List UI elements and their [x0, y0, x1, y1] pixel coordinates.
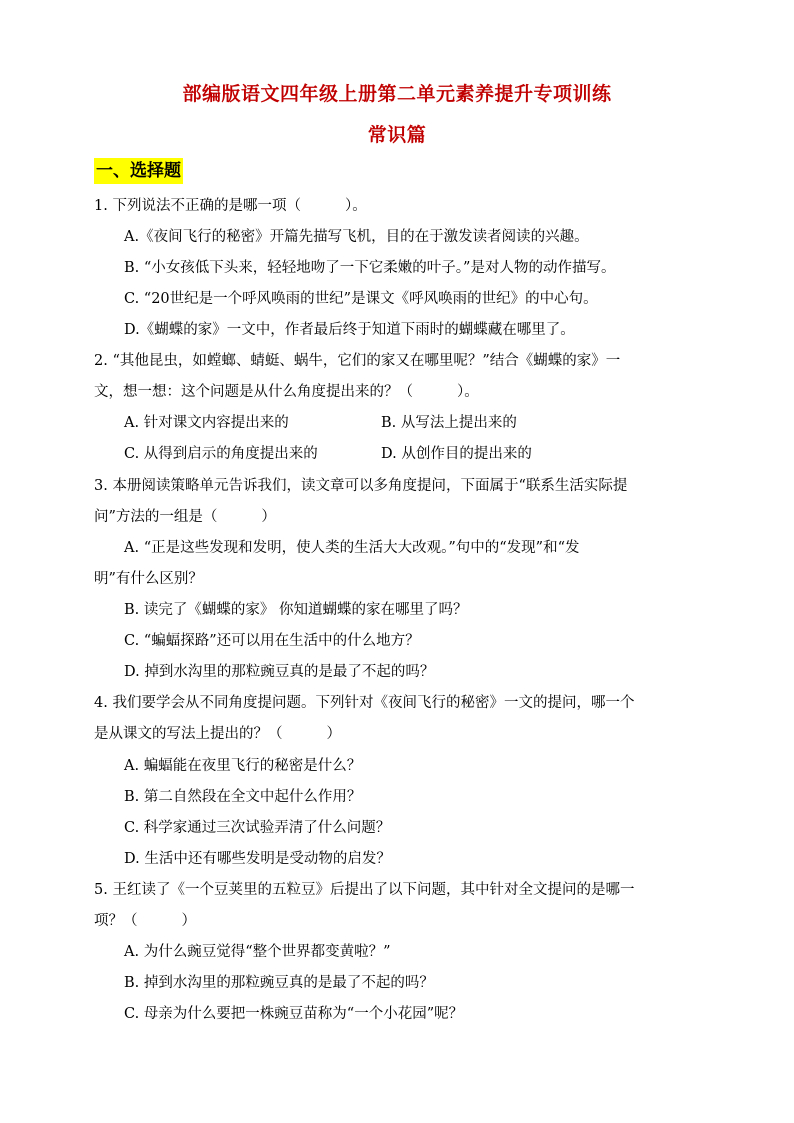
- question-3-option-a: A. “正是这些发现和发明，使人类的生活大大改观。”句中的“发现”和“发: [124, 540, 580, 556]
- question-2-stem-cont: 文，想一想：这个问题是从什么角度提出来的？（ ）。: [94, 384, 479, 400]
- question-3-stem-cont: 问”方法的一组是（ ）: [94, 509, 276, 525]
- question-1-option-d: D.《蝴蝶的家》一文中，作者最后终于知道下雨时的蝴蝶藏在哪里了。: [124, 322, 575, 338]
- question-4-option-a: A. 蝙蝠能在夜里飞行的秘密是什么？: [124, 758, 362, 774]
- section-heading: 一、选择题: [94, 158, 183, 184]
- question-3-option-b: B. 读完了《蝴蝶的家》 你知道蝴蝶的家在哪里了吗？: [124, 602, 468, 618]
- question-2-option-a: A. 针对课文内容提出来的: [124, 415, 289, 431]
- question-2-option-d: D. 从创作目的提出来的: [381, 446, 532, 462]
- question-5-option-c: C. 母亲为什么要把一株豌豆苗称为“一个小花园”呢？: [124, 1006, 464, 1022]
- question-3-option-a-cont: 明”有什么区别？: [94, 571, 203, 587]
- question-5-option-b: B. 掉到水沟里的那粒豌豆真的是最了不起的吗？: [124, 975, 434, 991]
- question-3-option-d: D. 掉到水沟里的那粒豌豆真的是最了不起的吗？: [124, 664, 435, 680]
- question-2-option-c: C. 从得到启示的角度提出来的: [124, 446, 318, 462]
- question-2-option-b: B. 从写法上提出来的: [381, 415, 517, 431]
- question-4-option-b: B. 第二自然段在全文中起什么作用？: [124, 789, 362, 805]
- question-4-stem-cont: 是从课文的写法上提出的？（ ）: [94, 726, 341, 742]
- question-4-option-d: D. 生活中还有哪些发明是受动物的启发？: [124, 851, 391, 867]
- question-2-stem: 2. “其他昆虫，如螳螂、蜻蜓、蜗牛，它们的家又在哪里呢？”结合《蝴蝶的家》一: [94, 353, 621, 369]
- question-4-stem: 4. 我们要学会从不同角度提问题。下列针对《夜间飞行的秘密》一文的提问，哪一个: [94, 695, 635, 711]
- question-1-option-c: C. “20世纪是一个呼风唤雨的世纪”是课文《呼风唤雨的世纪》的中心句。: [124, 291, 598, 307]
- question-5-option-a: A. 为什么豌豆觉得“整个世界都变黄啦？”: [124, 944, 391, 960]
- question-1-stem: 1. 下列说法不正确的是哪一项（ ）。: [94, 198, 367, 214]
- page-title: 部编版语文四年级上册第二单元素养提升专项训练: [182, 83, 612, 105]
- question-4-option-c: C. 科学家通过三次试验弄清了什么问题？: [124, 820, 391, 836]
- question-3-option-c: C. “蝙蝠探路”还可以用在生活中的什么地方？: [124, 633, 420, 649]
- question-5-stem: 5. 王红读了《一个豆荚里的五粒豆》后提出了以下问题，其中针对全文提问的是哪一: [94, 882, 635, 898]
- page-subtitle: 常识篇: [367, 124, 427, 146]
- question-3-stem: 3. 本册阅读策略单元告诉我们，读文章可以多角度提问，下面属于“联系生活实际提: [94, 478, 628, 494]
- question-1-option-b: B. “小女孩低下头来，轻轻地吻了一下它柔嫩的叶子。”是对人物的动作描写。: [124, 260, 616, 276]
- question-5-stem-cont: 项？（ ）: [94, 913, 196, 929]
- question-1-option-a: A.《夜间飞行的秘密》开篇先描写飞机，目的在于激发读者阅读的兴趣。: [124, 229, 589, 245]
